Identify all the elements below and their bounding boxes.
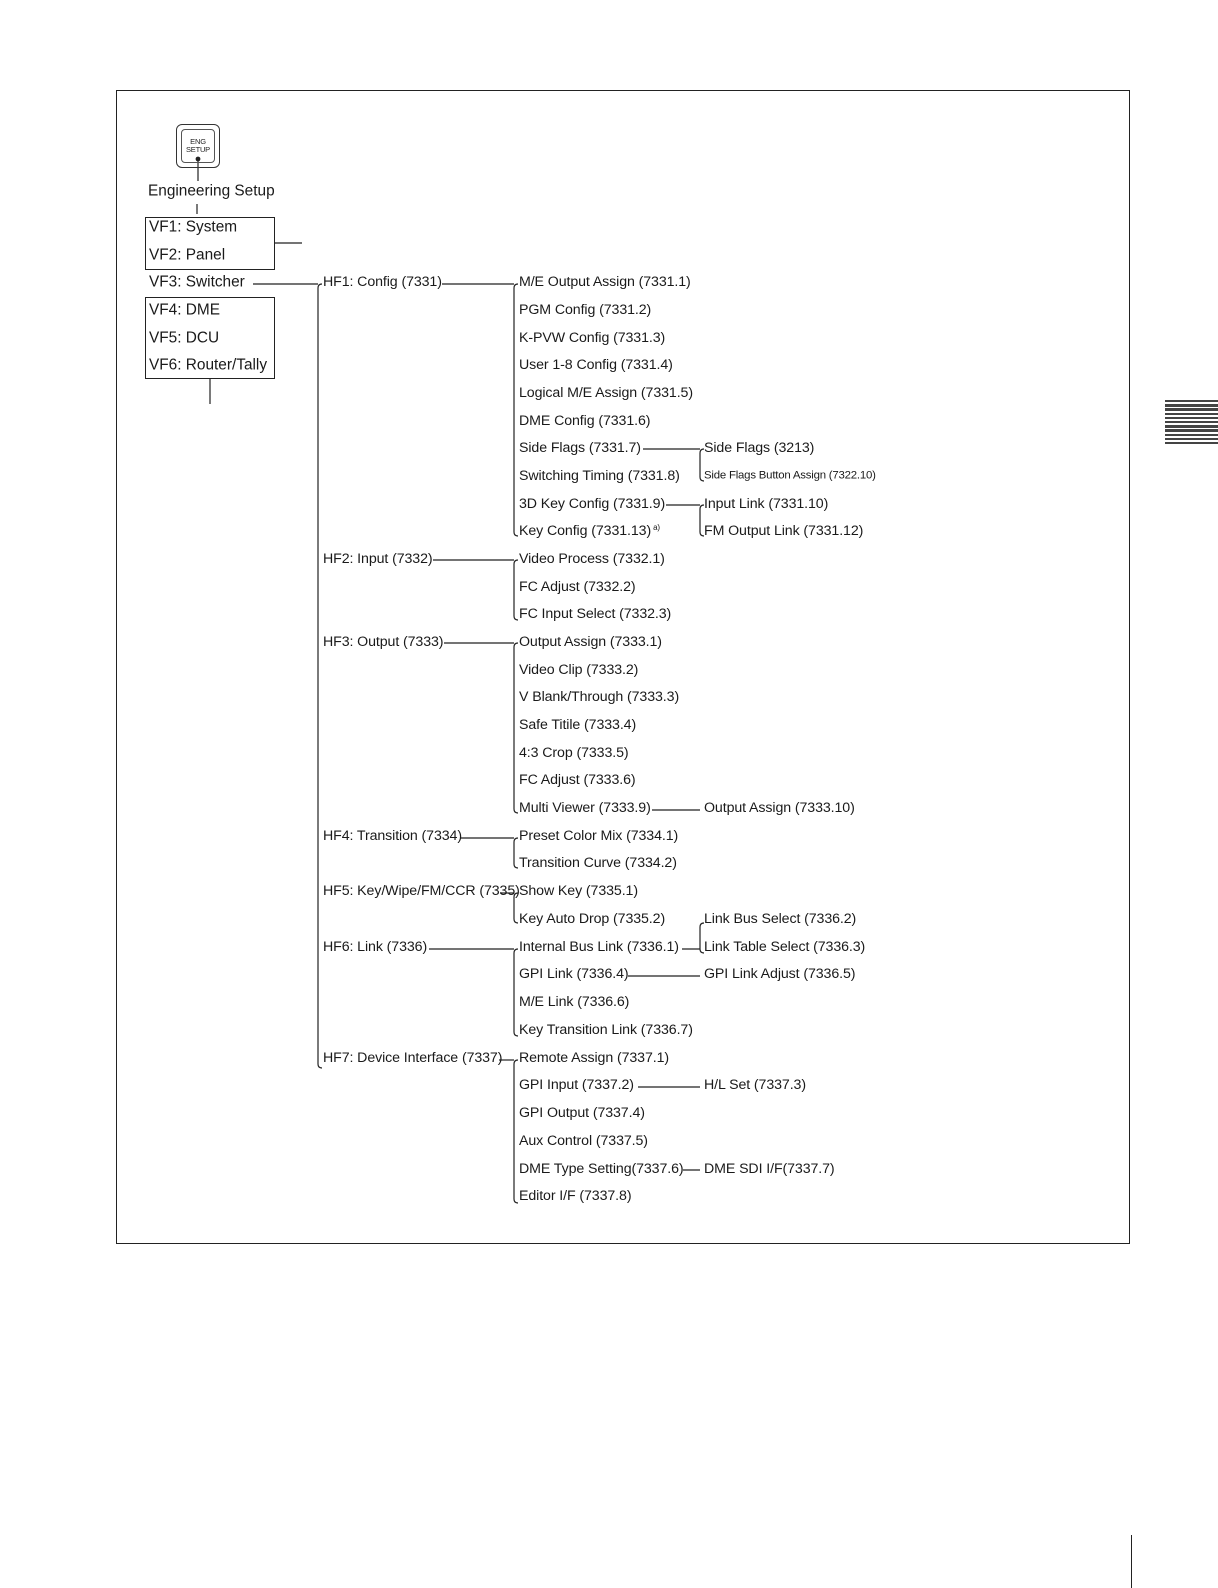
sub-output-assign-mv: Output Assign (7333.10) <box>704 800 855 817</box>
item-video-process: Video Process (7332.1) <box>519 551 665 568</box>
item-fc-input-select: FC Input Select (7332.3) <box>519 606 672 623</box>
item-gpi-output: GPI Output (7337.4) <box>519 1105 645 1122</box>
vf1-system: VF1: System <box>149 218 238 236</box>
page-edge-rule <box>1131 1535 1132 1588</box>
item-gpi-input: GPI Input (7337.2) <box>519 1077 634 1094</box>
item-43-crop: 4:3 Crop (7333.5) <box>519 745 629 762</box>
item-key-transition-link: Key Transition Link (7336.7) <box>519 1022 693 1039</box>
item-show-key: Show Key (7335.1) <box>519 883 638 900</box>
vf4-dme: VF4: DME <box>149 301 220 319</box>
hf5-key-wipe-fm-ccr: HF5: Key/Wipe/FM/CCR (7335) <box>323 883 520 900</box>
item-key-config-label: Key Config (7331.13) <box>519 523 652 540</box>
hf4-transition: HF4: Transition (7334) <box>323 828 462 845</box>
item-editor-if: Editor I/F (7337.8) <box>519 1188 632 1205</box>
sub-dme-sdi-if: DME SDI I/F(7337.7) <box>704 1161 835 1178</box>
item-video-clip: Video Clip (7333.2) <box>519 662 639 679</box>
item-key-auto-drop: Key Auto Drop (7335.2) <box>519 911 666 928</box>
hf1-config: HF1: Config (7331) <box>323 274 442 291</box>
item-dme-config: DME Config (7331.6) <box>519 413 651 430</box>
item-pgm-config: PGM Config (7331.2) <box>519 302 652 319</box>
sub-fm-output-link: FM Output Link (7331.12) <box>704 523 864 540</box>
footnote-marker: a) <box>653 523 660 533</box>
item-transition-curve: Transition Curve (7334.2) <box>519 855 677 872</box>
item-side-flags: Side Flags (7331.7) <box>519 440 641 457</box>
item-fc-adjust: FC Adjust (7332.2) <box>519 579 636 596</box>
item-aux-control: Aux Control (7337.5) <box>519 1133 648 1150</box>
eng-setup-button-icon <box>176 124 220 168</box>
item-logical-me-assign: Logical M/E Assign (7331.5) <box>519 385 693 402</box>
item-me-output-assign: M/E Output Assign (7331.1) <box>519 274 691 291</box>
vf5-dcu: VF5: DCU <box>149 329 220 347</box>
item-dme-type-setting: DME Type Setting(7337.6) <box>519 1161 684 1178</box>
item-gpi-link: GPI Link (7336.4) <box>519 966 629 983</box>
vf2-panel: VF2: Panel <box>149 246 226 264</box>
eng-button-line1: ENG <box>190 137 206 146</box>
hf2-input: HF2: Input (7332) <box>323 551 433 568</box>
engineering-setup-label: Engineering Setup <box>148 182 275 200</box>
item-me-link: M/E Link (7336.6) <box>519 994 630 1011</box>
item-switching-timing: Switching Timing (7331.8) <box>519 468 680 485</box>
vf6-router-tally: VF6: Router/Tally <box>149 356 268 374</box>
item-key-config <box>519 524 660 538</box>
sub-hl-set: H/L Set (7337.3) <box>704 1077 806 1094</box>
item-preset-color-mix: Preset Color Mix (7334.1) <box>519 828 679 845</box>
vf3-switcher: VF3: Switcher <box>149 273 245 291</box>
hf3-output: HF3: Output (7333) <box>323 634 444 651</box>
item-kpvw-config: K-PVW Config (7331.3) <box>519 330 666 347</box>
item-internal-bus-link: Internal Bus Link (7336.1) <box>519 939 679 956</box>
sub-link-bus-select: Link Bus Select (7336.2) <box>704 911 857 928</box>
eng-button-line2: SETUP <box>185 145 210 154</box>
item-multi-viewer: Multi Viewer (7333.9) <box>519 800 651 817</box>
item-remote-assign: Remote Assign (7337.1) <box>519 1050 670 1067</box>
item-fc-adjust-output: FC Adjust (7333.6) <box>519 772 636 789</box>
item-safe-title: Safe Titile (7333.4) <box>519 717 637 734</box>
chapter-tab-marker <box>1165 400 1218 450</box>
item-v-blank-through: V Blank/Through (7333.3) <box>519 689 680 706</box>
sub-side-flags-button-assign: Side Flags Button Assign (7322.10) <box>704 469 876 482</box>
hf6-link: HF6: Link (7336) <box>323 939 428 956</box>
sub-side-flags: Side Flags (3213) <box>704 440 815 457</box>
item-3d-key-config: 3D Key Config (7331.9) <box>519 496 666 513</box>
item-output-assign: Output Assign (7333.1) <box>519 634 662 651</box>
hf7-device-interface: HF7: Device Interface (7337) <box>323 1050 503 1067</box>
sub-input-link: Input Link (7331.10) <box>704 496 829 513</box>
sub-link-table-select: Link Table Select (7336.3) <box>704 939 866 956</box>
sub-gpi-link-adjust: GPI Link Adjust (7336.5) <box>704 966 856 983</box>
item-user-config: User 1-8 Config (7331.4) <box>519 357 673 374</box>
